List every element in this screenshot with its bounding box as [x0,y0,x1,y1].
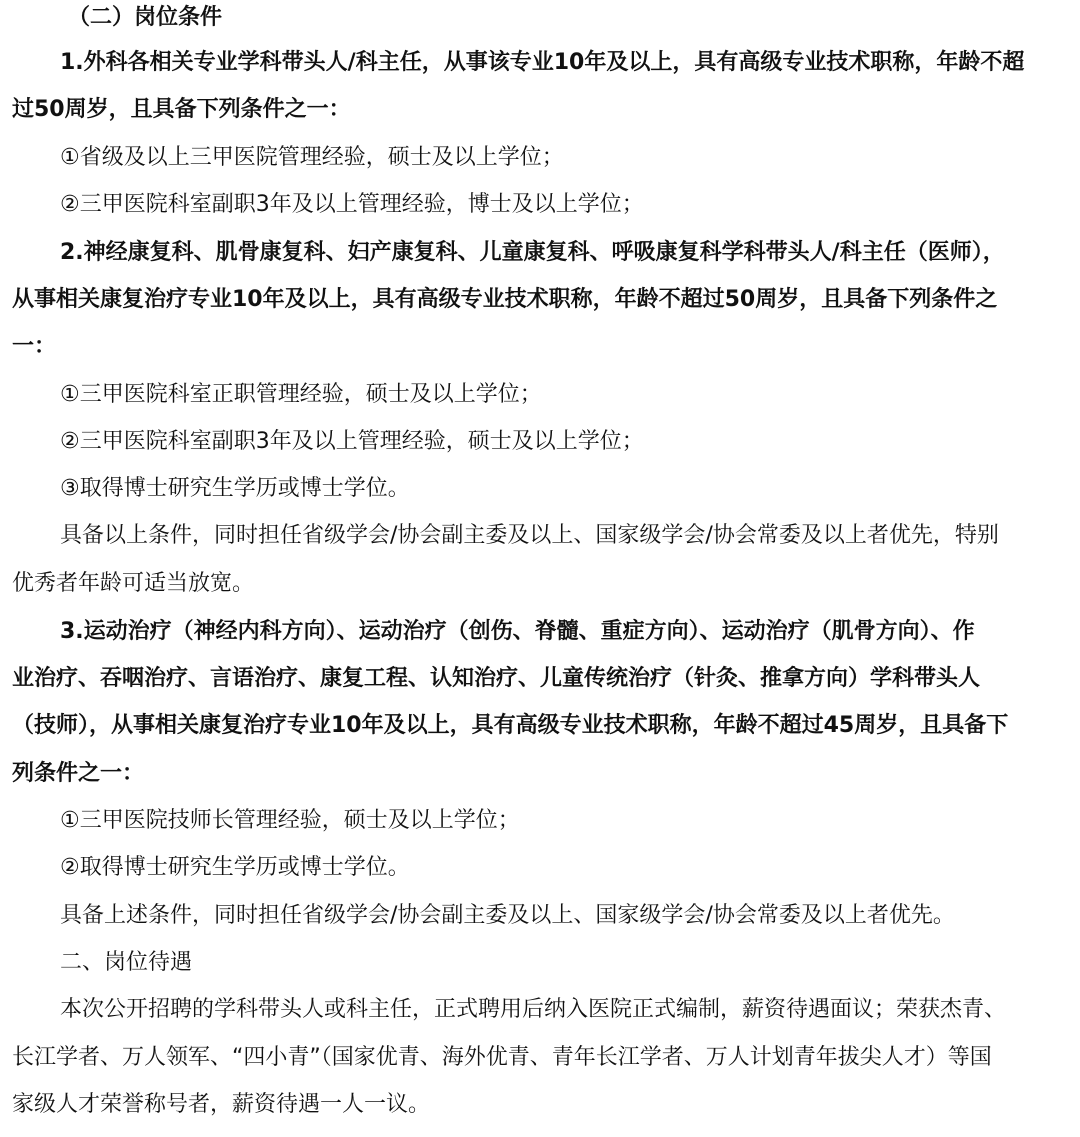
item1-line2: 过50周岁，且具备下列条件之一： [12,97,351,122]
item2-condition-3: ③取得博士研究生学历或博士学位。 [60,476,410,501]
item2-line3: 一： [12,334,57,359]
item2-preference-line2: 优秀者年龄可适当放宽。 [12,571,255,596]
benefits-line1: 本次公开招聘的学科带头人或科主任，正式聘用后纳入医院正式编制，薪资待遇面议；荣获杰青、 [60,997,1007,1022]
item3-condition-2: ②取得博士研究生学历或博士学位。 [60,855,410,880]
benefits-line3: 家级人才荣誉称号者，薪资待遇一人一议。 [12,1092,431,1117]
section-heading: （二）岗位条件 [68,5,223,30]
item1-condition-2: ②三甲医院科室副职3年及以上管理经验，博士及以上学位； [60,192,644,217]
item3-line1: 3.运动治疗（神经内科方向）、运动治疗（创伤、脊髓、重症方向）、运动治疗（肌骨方向）、作 [60,619,975,644]
item3-preference-line1: 具备上述条件，同时担任省级学会/协会副主委及以上、国家级学会/协会常委及以上者优先。 [60,903,955,928]
item3-line2: 业治疗、吞咽治疗、言语治疗、康复工程、认知治疗、儿童传统治疗（针灸、推拿方向）学科带头人 [12,666,981,691]
item3-line3: （技师），从事相关康复治疗专业10年及以上，具有高级专业技术职称，年龄不超过45周岁，且具备下 [12,713,1009,738]
item2-preference-line1: 具备以上条件，同时担任省级学会/协会副主委及以上、国家级学会/协会常委及以上者优先，特别 [60,523,999,548]
item1-line1: 1.外科各相关专业学科带头人/科主任，从事该专业10年及以上，具有高级专业技术职称，年龄不超 [60,50,1025,75]
item3-condition-1: ①三甲医院技师长管理经验，硕士及以上学位； [60,808,520,833]
item2-line1: 2.神经康复科、肌骨康复科、妇产康复科、儿童康复科、呼吸康复科学科带头人/科主任（医师）， [60,240,1005,265]
item2-line2: 从事相关康复治疗专业10年及以上，具有高级专业技术职称，年龄不超过50周岁，且具备下列条件之 [12,287,998,312]
item3-line4: 列条件之一： [12,761,145,786]
item2-condition-1: ①三甲医院科室正职管理经验，硕士及以上学位； [60,382,542,407]
benefits-heading: 二、岗位待遇 [60,950,193,975]
benefits-line2: 长江学者、万人领军、“四小青”（国家优青、海外优青、青年长江学者、万人计划青年拔尖人才）等国 [12,1045,992,1070]
item1-condition-1: ①省级及以上三甲医院管理经验，硕士及以上学位； [60,145,564,170]
item2-condition-2: ②三甲医院科室副职3年及以上管理经验，硕士及以上学位； [60,429,644,454]
